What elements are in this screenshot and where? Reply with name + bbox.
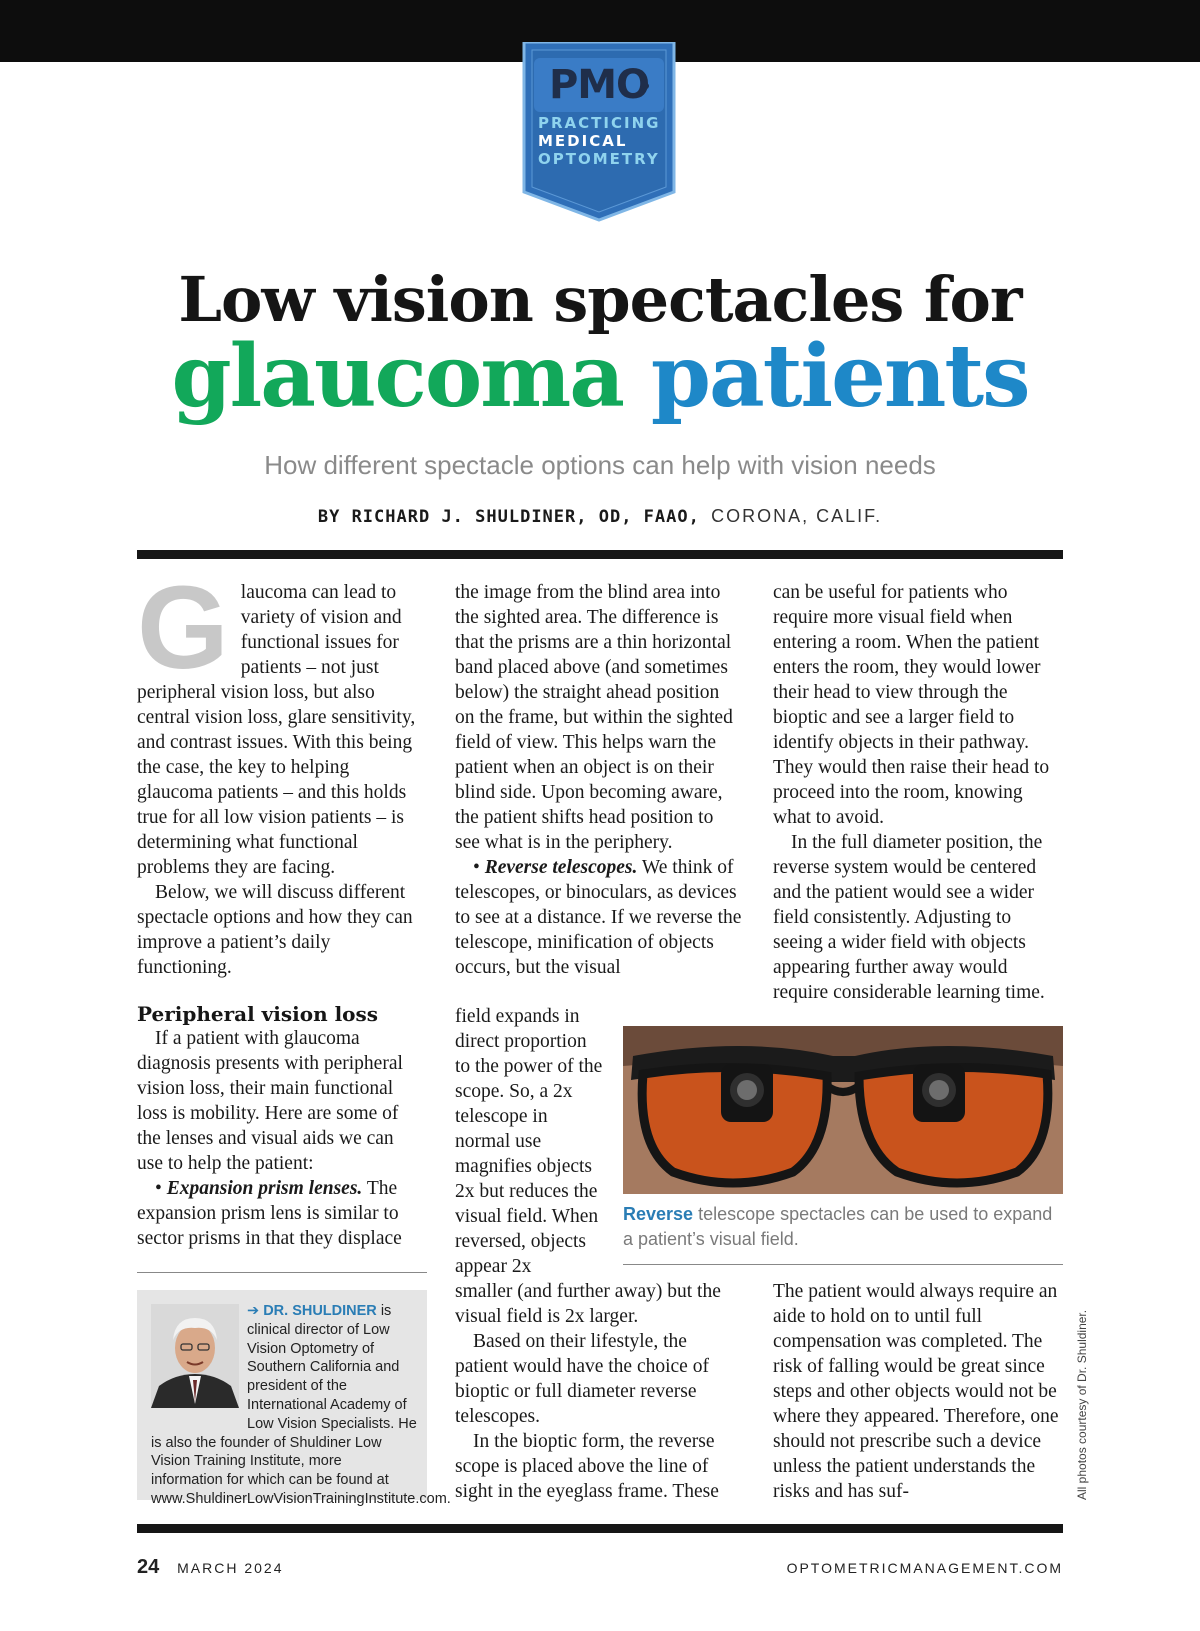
- photo-credit: All photos courtesy of Dr. Shuldiner.: [1075, 1309, 1089, 1500]
- col2-wrap-text: field expands in direct proportion to the power of the scope. So, a 2x telescope in normal use magnifies objects 2x but reduces the visual field. When reversed, objects appear 2x: [455, 1006, 603, 1277]
- col2-paragraph-4: In the bioptic form, the reverse scope is placed above the line of sight in the eyeglass frame. These: [455, 1431, 719, 1502]
- author-rule: [137, 1272, 427, 1273]
- top-rule: [137, 550, 1063, 559]
- headline-line-2: [120, 322, 1080, 432]
- column-2: [455, 580, 743, 980]
- headline-word-patients: patients: [650, 326, 1029, 427]
- col3-paragraph-2: In the full diameter position, the reverse system would be centered and the patient would see a wider field consistently. Adjusting to seeing a wider field with objects appearing further away would require considerable learning time.: [773, 832, 1045, 1003]
- column-3: [773, 580, 1063, 1005]
- col3-paragraph-3: The patient would always require an aide to hold on to until full compensation was completed. The risk of falling would be great since steps and other objects would not be where they appeared. Therefore, one should not prescribe such a device unless the patient understands the risks and has suf-: [773, 1281, 1059, 1502]
- bullet-title-expansion: Expansion prism lenses.: [166, 1178, 363, 1199]
- drop-cap: G: [137, 562, 229, 694]
- col2-paragraph-3: Based on their lifestyle, the patient would have the choice of bioptic or full diameter reverse telescopes.: [455, 1331, 709, 1427]
- bullet-text-reverse: We think of telescopes, or binoculars, as devices to see at a distance. If we reverse the telescope, minification of objects occurs, but the visual: [455, 857, 742, 978]
- byline-author: BY RICHARD J. SHULDINER, OD, FAAO,: [317, 507, 700, 527]
- author-bio-box: [137, 1290, 451, 1507]
- pmo-badge: [520, 42, 678, 223]
- badge-line-3: OPTOMETRY: [538, 150, 660, 168]
- author-name: DR. SHULDINER: [263, 1303, 377, 1319]
- caption-rule: [623, 1264, 1063, 1265]
- col1-paragraph-1: laucoma can lead to variety of vision and functional issues for patients – not just peripheral vision loss, but also central vision loss, glare sensitivity, and contrast issues. With this being the case, the key to helping glaucoma patients – and this holds true for all low vision patients – is determining what functional problems they are facing.: [137, 582, 416, 878]
- headline-line-1: Low vision spectacles for: [178, 263, 1022, 336]
- photo-caption: [623, 1202, 1063, 1252]
- section-heading: Peripheral vision loss: [137, 1002, 379, 1026]
- bullet-title-reverse: Reverse telescopes.: [484, 857, 638, 878]
- column-2-lower: [455, 1279, 743, 1504]
- folio: [137, 1556, 284, 1579]
- caption-text: telescope spectacles can be used to expand a patient’s visual field.: [623, 1204, 1053, 1249]
- badge-line-2: MEDICAL: [538, 132, 628, 150]
- author-portrait: [151, 1304, 239, 1408]
- bottom-rule: [137, 1524, 1063, 1533]
- col2-paragraph-2: smaller (and further away) but the visual field is 2x larger.: [455, 1281, 721, 1327]
- author-bio-text: is clinical director of Low Vision Optometry of Southern California and president of the International Academy of Low Vision Specialists. He is also the founder of Shuldiner Low Vision Training Institute, more information for which can be found at www.ShuldinerLowVisionTrainingInstitute.com.: [151, 1303, 451, 1507]
- badge-line-1: PRACTICING: [538, 114, 661, 132]
- site-url: OPTOMETRICMANAGEMENT.COM: [786, 1560, 1063, 1576]
- byline: [0, 506, 1200, 527]
- article-deck: How different spectacle options can help with vision needs: [264, 450, 936, 480]
- col2-paragraph-1: the image from the blind area into the sighted area. The difference is that the prisms are a thin horizontal band placed above (and sometimes below) the straight ahead position on the frame, but within the sighted field of view. This helps warn the patient when an object is on their blind side. Upon becoming aware, the patient shifts head position to see what is in the periphery.: [455, 582, 733, 853]
- col3-paragraph-1: can be useful for patients who require more visual field when entering a room. When the patient enters the room, they would lower their head to view through the bioptic and see a larger field to identify objects in their pathway. They would then raise their head to proceed into the room, knowing what to avoid.: [773, 582, 1050, 828]
- col1-paragraph-3: If a patient with glaucoma diagnosis presents with peripheral vision loss, their main functional loss is mobility. Here are some of the lenses and visual aids we can use to help the patient:: [137, 1028, 403, 1174]
- col1-bullet: • Expansion prism lenses. The expansion prism lens is similar to sector prisms in that they displace: [137, 1178, 402, 1249]
- badge-abbreviation: PMO: [548, 62, 650, 108]
- bullet-text-expansion: The expansion prism lens is similar to sector prisms in that they displace: [137, 1178, 402, 1249]
- caption-lead: Reverse: [623, 1204, 694, 1224]
- headline-word-glaucoma: glaucoma: [171, 326, 623, 427]
- page-number: 24: [137, 1556, 160, 1578]
- column-3-lower: [773, 1279, 1063, 1504]
- column-2-wrap: [455, 1004, 603, 1279]
- telescope-glasses-icon: [623, 1026, 1063, 1194]
- issue-date: MARCH 2024: [177, 1560, 284, 1576]
- col2-bullet: • Reverse telescopes. We think of telescopes, or binoculars, as devices to see at a distance. If we reverse the telescope, minification of objects occurs, but the visual: [455, 857, 742, 978]
- glasses-photo: [623, 1026, 1063, 1194]
- arrow-icon: ➔: [247, 1303, 260, 1319]
- column-1: [137, 562, 423, 1251]
- col1-paragraph-2: Below, we will discuss different spectacle options and how they can improve a patient’s daily functioning.: [137, 882, 413, 978]
- byline-location: CORONA, CALIF.: [711, 506, 883, 526]
